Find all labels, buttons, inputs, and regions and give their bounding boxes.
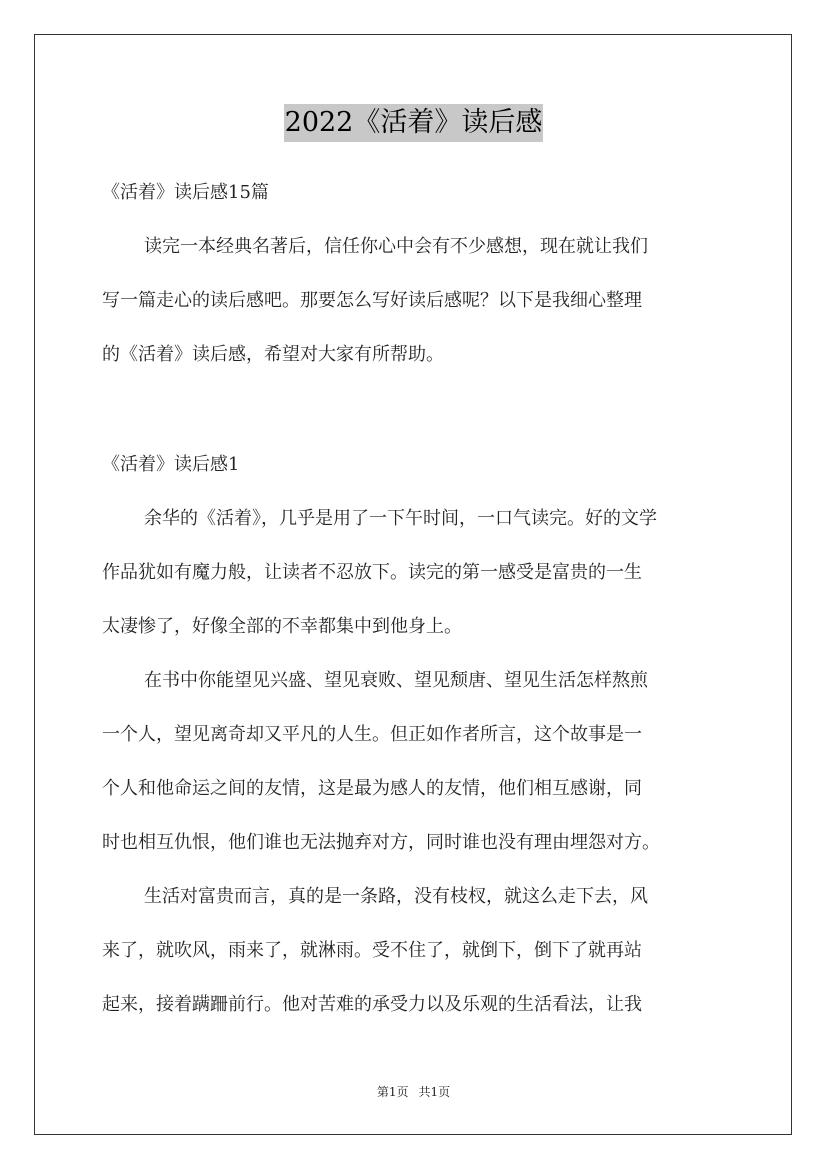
- paragraph-line: 时也相互仇恨，他们谁也无法抛弃对方，同时谁也没有理由埋怨对方。: [102, 832, 660, 853]
- paragraph-line: 余华的《活着》，几乎是用了一下午时间，一口气读完。好的文学: [144, 508, 657, 529]
- section-heading: 《活着》读后感1: [102, 454, 240, 475]
- document-title: 2022《活着》读后感: [284, 104, 544, 142]
- page-footer: [0, 1084, 827, 1100]
- paragraph-line: 个人和他命运之间的友情，这是最为感人的友情，他们相互感谢，同: [102, 778, 642, 799]
- paragraph-line: 作品犹如有魔力般，让读者不忍放下。读完的第一感受是富贵的一生: [102, 562, 642, 583]
- title-container: [0, 104, 827, 142]
- intro-line: 写一篇走心的读后感吧。那要怎么写好读后感呢？以下是我细心整理: [102, 290, 642, 311]
- paragraph-line: 来了，就吹风，雨来了，就淋雨。受不住了，就倒下，倒下了就再站: [102, 940, 642, 961]
- page-total: 共1页: [418, 1085, 451, 1099]
- paragraph-line: 在书中你能望见兴盛、望见衰败、望见颓唐、望见生活怎样熬煎: [144, 670, 648, 691]
- intro-line: 的《活着》读后感，希望对大家有所帮助。: [102, 344, 444, 365]
- document-subtitle: 《活着》读后感15篇: [102, 182, 269, 203]
- paragraph-line: 一个人，望见离奇却又平凡的人生。但正如作者所言，这个故事是一: [102, 724, 642, 745]
- paragraph-line: 起来，接着蹒跚前行。他对苦难的承受力以及乐观的生活看法，让我: [102, 994, 642, 1015]
- intro-line: 读完一本经典名著后，信任你心中会有不少感想，现在就让我们: [144, 236, 648, 257]
- paragraph-line: 生活对富贵而言，真的是一条路，没有枝杈，就这么走下去，风: [144, 886, 648, 907]
- paragraph-line: 太凄惨了，好像全部的不幸都集中到他身上。: [102, 616, 462, 637]
- page-number: 第1页: [376, 1085, 409, 1099]
